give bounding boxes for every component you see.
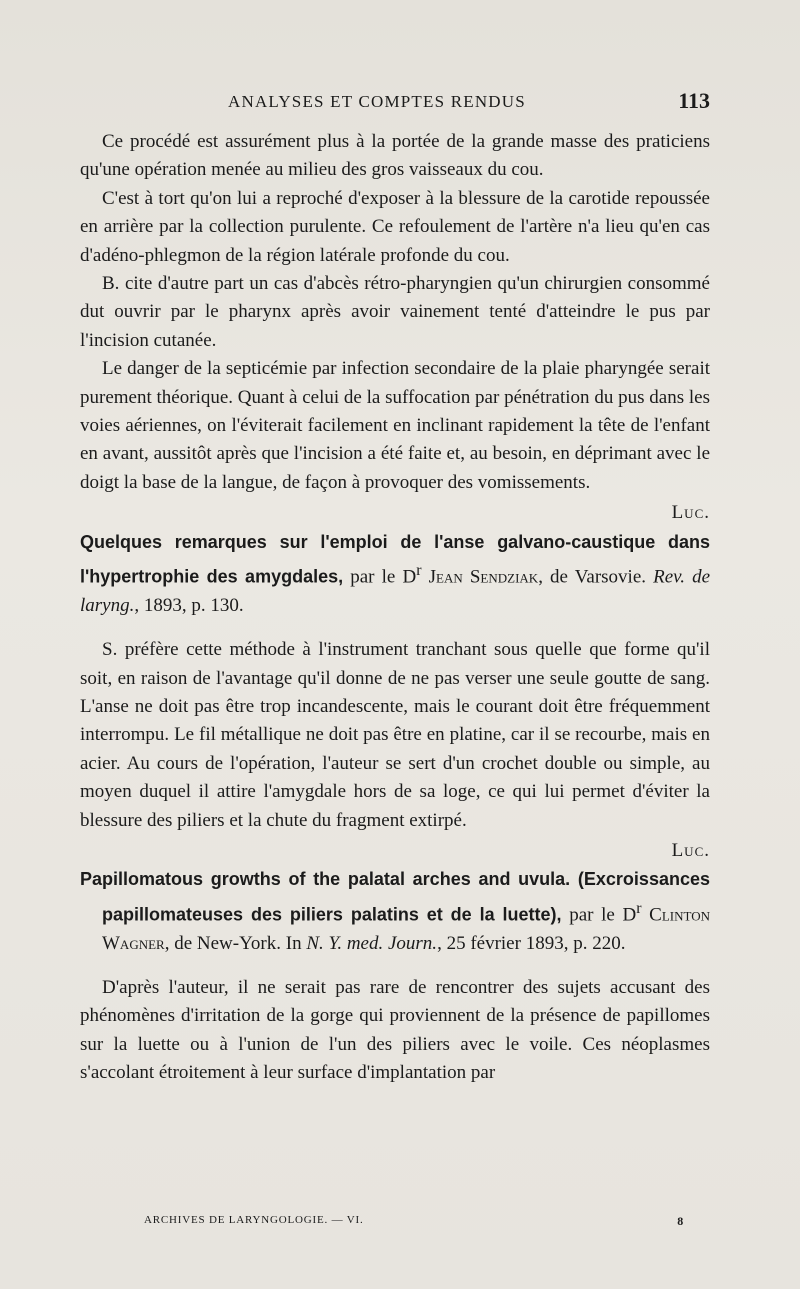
- article-title: Quelques remarques sur l'emploi de l'anse galvano-caustique dans l'hypertrophie des amygdales,: [80, 531, 710, 587]
- paragraph: D'après l'auteur, il ne serait pas rare de rencontrer des sujets accusant des phénomènes d'irritation de la gorge qui proviennent de la présence de papillomes sur la luette ou à l'union de l'un des piliers avec le voile. Ces néoplasmes s'accolant étroitement à leur surface d'implantation par: [80, 977, 710, 1084]
- article-place: , de Varsovie.: [538, 566, 654, 588]
- paragraph: S. préfère cette méthode à l'instrument tranchant sous quelle que forme qu'il soit, en raison de l'avantage qu'il donne de ne pas verser une seule goutte de sang. L'anse ne doit pas être trop incandescente, mais le courant doit être fréquemment interrompu. Le fil métallique ne doit pas être en platine, car il se recourbe, mais en acier. Au cours de l'opération, l'auteur se sert d'un crochet double ou simple, au moyen duquel il attire l'amygdale hors de sa loge, ce qui lui permet d'éviter la blessure des piliers et la chute du fragment extirpé.: [80, 639, 710, 831]
- signature: Luc.: [671, 502, 710, 524]
- article-place: , de New-York. In: [164, 932, 307, 954]
- signature: Luc.: [671, 840, 710, 862]
- article-by: par le D: [343, 566, 417, 588]
- article-author: Jean Sendziak: [428, 566, 539, 588]
- page-body: [80, 128, 710, 1088]
- running-title: ANALYSES ET COMPTES RENDUS: [228, 92, 526, 111]
- page-header: [80, 88, 710, 118]
- article-dr-sup: r: [636, 899, 642, 917]
- article-ref: , 1893, p. 130.: [134, 594, 244, 616]
- footer-signature-mark: 8: [677, 1214, 684, 1228]
- page-footer: [144, 1214, 684, 1234]
- page-number: 113: [678, 88, 710, 113]
- article-heading: [80, 865, 710, 958]
- footer-journal-line: ARCHIVES DE LARYNGOLOGIE. — VI.: [144, 1214, 364, 1226]
- article-journal: Rev. de laryng.: [80, 566, 711, 616]
- paragraph: B. cite d'autre part un cas d'abcès rétro-pharyngien qu'un chirurgien consommé dut ouvrir par le pharynx après avoir vainement tenté d'atteindre le pus par l'incision cutanée.: [80, 273, 710, 351]
- paragraph: Ce procédé est assurément plus à la portée de la grande masse des praticiens qu'une opération menée au milieu des gros vaisseaux du cou.: [80, 131, 710, 181]
- article-ref: , 25 février 1893, p. 220.: [437, 932, 626, 954]
- article-title: Papillomatous growths of the palatal arches and uvula. (Excroissances papillomateuses des piliers palatins et de la luette),: [80, 869, 710, 925]
- article-dr-sup: r: [416, 562, 422, 580]
- article-author: Clinton Wagner: [102, 904, 710, 954]
- paragraph: C'est à tort qu'on lui a reproché d'exposer à la blessure de la carotide repoussée en arrière par la collection purulente. Ce refoulement de l'artère n'a lieu qu'en cas d'adéno-phlegmon de la région latérale profonde du cou.: [80, 187, 710, 266]
- article-by: par le D: [561, 904, 637, 926]
- paragraph: Le danger de la septicémie par infection secondaire de la plaie pharyngée serait purement théorique. Quant à celui de la suffocation par pénétration du pus dans les voies aériennes, on l'éviterait facilement en inclinant rapidement la tête de l'enfant en avant, aussitôt après que l'incision a été faite et, au besoin, en déprimant avec le doigt la base de la langue, de façon à provoquer des vomissements.: [80, 358, 710, 493]
- article-heading: [80, 528, 710, 621]
- article-journal: N. Y. med. Journ.: [306, 932, 438, 954]
